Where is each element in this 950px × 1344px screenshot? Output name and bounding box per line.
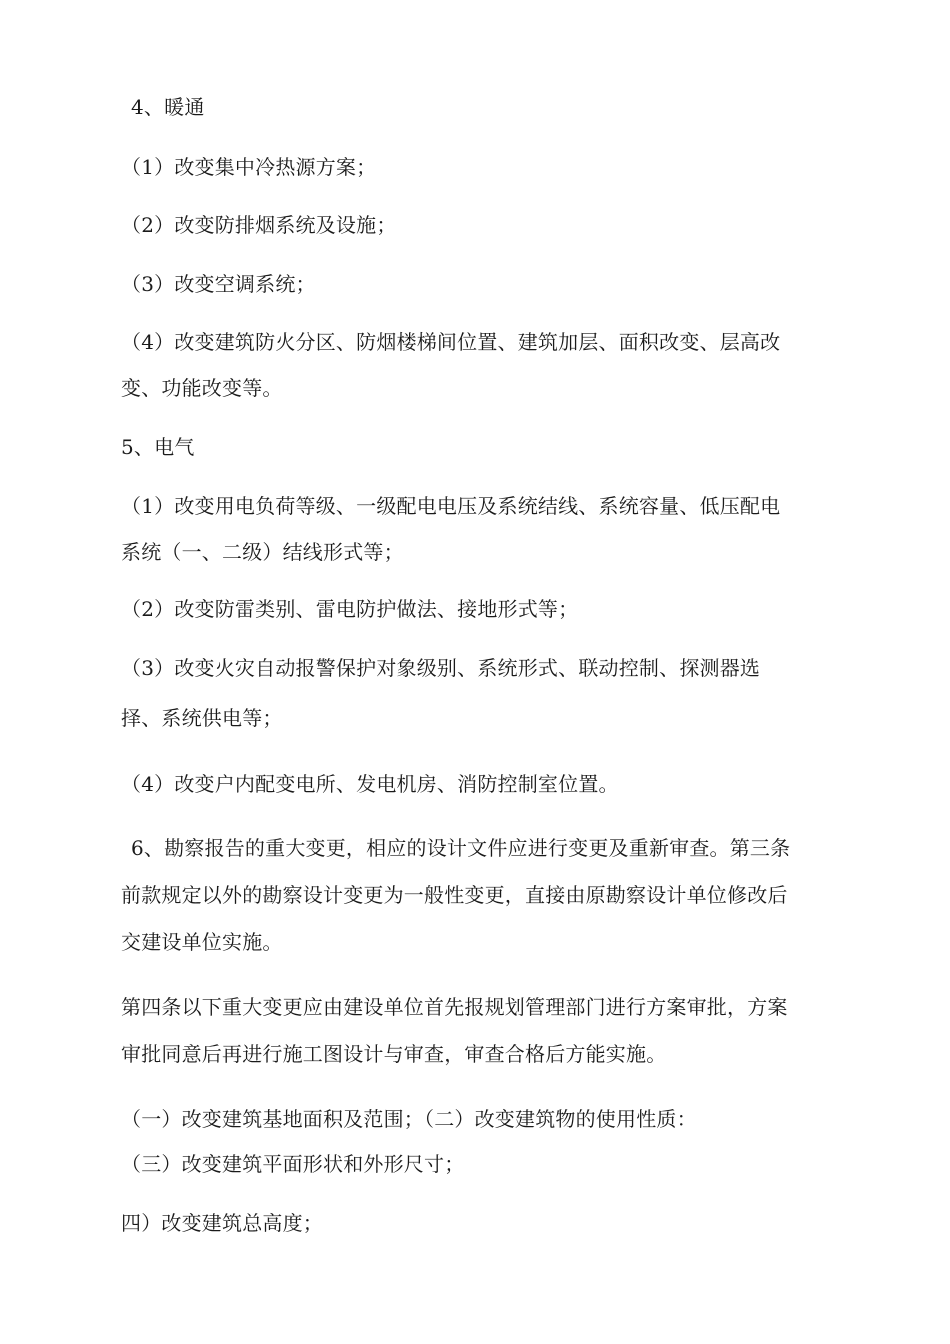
heading-hvac: 4、暖通: [131, 95, 205, 119]
hvac-item-4-line-1: （4）改变建筑防火分区、防烟楼梯间位置、建筑加层、面积改变、层高改: [121, 330, 781, 354]
article-4-item-4: 四）改变建筑总高度；: [121, 1211, 323, 1235]
electrical-item-1-line-2: 系统（一、二级）结线形式等；: [121, 540, 404, 564]
paragraph-6-line-2: 前款规定以外的勘察设计变更为一般性变更，直接由原勘察设计单位修改后: [121, 883, 788, 907]
electrical-item-1-line-1: （1）改变用电负荷等级、一级配电电压及系统结线、系统容量、低压配电: [121, 494, 781, 518]
article-4-line-2: 审批同意后再进行施工图设计与审查，审查合格后方能实施。: [121, 1042, 667, 1066]
electrical-item-3-line-1: （3）改变火灾自动报警保护对象级别、系统形式、联动控制、探测器选: [121, 656, 761, 680]
electrical-item-4: （4）改变户内配变电所、发电机房、消防控制室位置。: [121, 772, 619, 796]
hvac-item-1: （1）改变集中冷热源方案；: [121, 155, 377, 179]
heading-electrical: 5、电气: [121, 435, 195, 459]
hvac-item-3: （3）改变空调系统；: [121, 272, 316, 296]
hvac-item-2: （2）改变防排烟系统及设施；: [121, 213, 397, 237]
electrical-item-3-line-2: 择、系统供电等；: [121, 706, 283, 730]
article-4-line-1: 第四条以下重大变更应由建设单位首先报规划管理部门进行方案审批，方案: [121, 995, 788, 1019]
article-4-item-1-2: （一）改变建筑基地面积及范围；（二）改变建筑物的使用性质：: [121, 1107, 697, 1131]
paragraph-6-line-3: 交建设单位实施。: [121, 930, 283, 954]
electrical-item-2: （2）改变防雷类别、雷电防护做法、接地形式等；: [121, 597, 579, 621]
article-4-item-3: （三）改变建筑平面形状和外形尺寸；: [121, 1152, 465, 1176]
hvac-item-4-line-2: 变、功能改变等。: [121, 376, 283, 400]
paragraph-6-line-1: 6、勘察报告的重大变更，相应的设计文件应进行变更及重新审查。第三条: [131, 836, 791, 860]
